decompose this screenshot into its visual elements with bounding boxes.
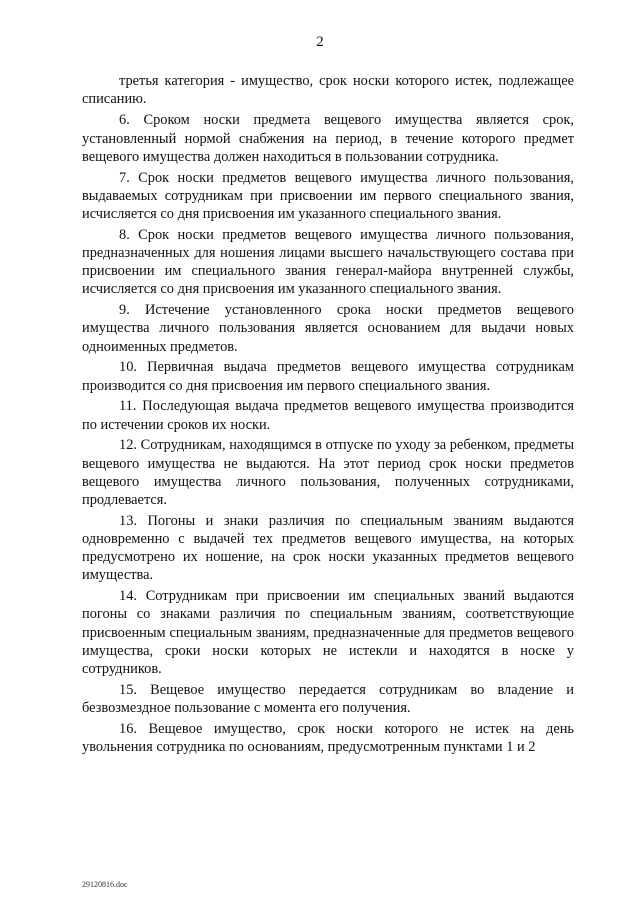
- paragraph-15: 15. Вещевое имущество передается сотрудникам во владение и безвозмездное пользование с момента его получения.: [82, 681, 574, 717]
- paragraph-13: 13. Погоны и знаки различия по специальным званиям выдаются одновременно с выдачей тех предметов вещевого имущества, на которых предусмотрено их ношение, на срок носки указанных предметов вещевого имущества.: [82, 512, 574, 584]
- paragraph-category-three: третья категория - имущество, срок носки которого истек, подлежащее списанию.: [82, 73, 574, 108]
- paragraph-11: 11. Последующая выдача предметов вещевого имущества производится по истечении сроков их носки.: [82, 398, 574, 433]
- document-body: [82, 72, 574, 759]
- paragraph-14: 14. Сотрудникам при присвоении им специальных званий выдаются погоны со знаками различия по специальным званиям, соответствующие присвоенным специальным званиям, предназначенные для предметов вещевого имущества, сроки носки которых не истекли и находятся в носке у сотрудников.: [82, 588, 574, 678]
- page-number: 2: [316, 34, 324, 50]
- paragraph-16: 16. Вещевое имущество, срок носки которого не истек на день увольнения сотрудника по основаниям, предусмотренным пунктами 1 и 2: [82, 720, 574, 756]
- footer-filename: 29120816.doc: [82, 880, 128, 889]
- paragraph-9: 9. Истечение установленного срока носки предметов вещевого имущества личного пользования является основанием для выдачи новых одноименных предметов.: [82, 302, 574, 355]
- paragraph-7: 7. Срок носки предметов вещевого имущества личного пользования, выдаваемых сотрудникам при присвоении им первого специального звания, исчисляется со дня присвоения им указанного специального звания.: [82, 169, 574, 223]
- paragraph-12: 12. Сотрудникам, находящимся в отпуске по уходу за ребенком, предметы вещевого имущества не выдаются. На этот период срок носки предметов вещевого имущества личного пользования, полученных сотрудниками, продлевается.: [82, 437, 574, 509]
- paragraph-10: 10. Первичная выдача предметов вещевого имущества сотрудникам производится со дня присвоения им первого специального звания.: [82, 359, 574, 394]
- paragraph-6: 6. Сроком носки предмета вещевого имущества является срок, установленный нормой снабжения на период, в течение которого предмет вещевого имущества должен находиться в пользовании сотрудника.: [82, 112, 574, 165]
- paragraph-8: 8. Срок носки предметов вещевого имущества личного пользования, предназначенных для ношения лицами высшего начальствующего состава при присвоении им специального звания генерал-майора внутренней службы, исчисляется со дня присвоения им указанного специального звания.: [82, 226, 574, 298]
